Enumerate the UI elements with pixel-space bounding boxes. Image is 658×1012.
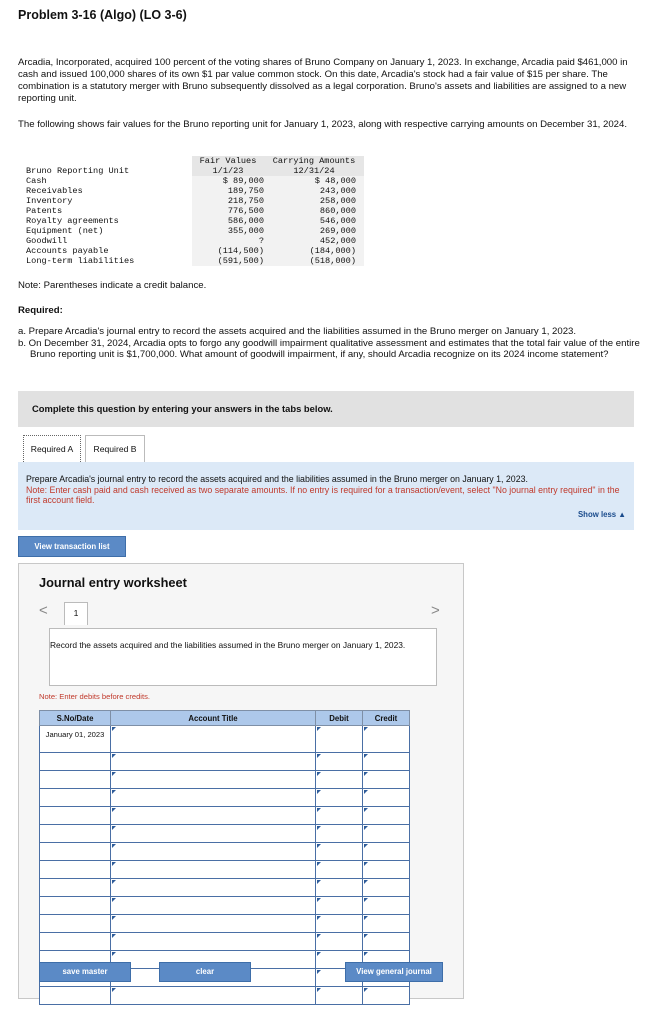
journal-row	[40, 843, 410, 861]
carrying-amount: 269,000	[272, 226, 364, 236]
instruction-panel	[18, 462, 634, 530]
date-cell	[40, 825, 111, 843]
instruction-text	[26, 474, 626, 506]
chevron-right-icon[interactable]: >	[431, 602, 440, 619]
account-title-input[interactable]	[111, 987, 316, 1005]
header-debit: Debit	[316, 711, 363, 726]
account-title-input[interactable]	[111, 879, 316, 897]
fv-item: Goodwill	[26, 236, 68, 246]
account-title-input[interactable]	[111, 726, 316, 753]
credit-input[interactable]	[363, 987, 410, 1005]
journal-row	[40, 861, 410, 879]
col-header-ca-date: 12/31/24	[272, 166, 364, 176]
debit-input[interactable]	[316, 789, 363, 807]
carrying-amount: 860,000	[272, 206, 364, 216]
fv-value: 355,000	[192, 226, 272, 236]
credit-input[interactable]	[363, 843, 410, 861]
fv-item: Long-term liabilities	[26, 256, 135, 266]
account-title-input[interactable]	[111, 933, 316, 951]
fv-row	[26, 176, 364, 186]
fv-item: Equipment (net)	[26, 226, 104, 236]
credit-input[interactable]	[363, 726, 410, 753]
account-title-input[interactable]	[111, 753, 316, 771]
debit-input[interactable]	[316, 861, 363, 879]
carrying-amount: (184,000)	[272, 246, 364, 256]
credit-input[interactable]	[363, 753, 410, 771]
requirement-b: b. On December 31, 2024, Arcadia opts to forgo any goodwill impairment qualitative assessment and estimates that the total fair value of the entire Bruno reporting unit is $1,700,000. What amount of goodwill impairment, if any, should Arcadia recognize on its 2024 income statement?	[18, 337, 640, 361]
requirements-list	[18, 326, 648, 361]
save-master-button[interactable]: save master	[39, 962, 131, 982]
col-header-fv-date: 1/1/23	[192, 166, 272, 176]
carrying-amount: $ 48,000	[272, 176, 364, 186]
clear-button[interactable]: clear	[159, 962, 251, 982]
credit-note: Note: Parentheses indicate a credit balance.	[18, 280, 207, 291]
fv-item: Cash	[26, 176, 47, 186]
journal-row	[40, 915, 410, 933]
fv-row	[26, 226, 364, 236]
header-account: Account Title	[111, 711, 316, 726]
fv-row	[26, 256, 364, 266]
date-cell	[40, 987, 111, 1005]
date-cell	[40, 861, 111, 879]
date-cell	[40, 771, 111, 789]
fv-row	[26, 196, 364, 206]
credit-input[interactable]	[363, 933, 410, 951]
journal-row	[40, 933, 410, 951]
date-cell	[40, 843, 111, 861]
fv-value: 218,750	[192, 196, 272, 206]
record-text	[50, 639, 420, 651]
account-title-input[interactable]	[111, 825, 316, 843]
account-title-input[interactable]	[111, 771, 316, 789]
fv-row	[26, 216, 364, 226]
debit-input[interactable]	[316, 825, 363, 843]
credit-input[interactable]	[363, 897, 410, 915]
credit-input[interactable]	[363, 771, 410, 789]
fair-value-table	[26, 156, 364, 266]
fv-item: Royalty agreements	[26, 216, 119, 226]
worksheet-page-tab[interactable]: 1	[64, 602, 88, 625]
debit-input[interactable]	[316, 726, 363, 753]
date-cell	[40, 897, 111, 915]
requirement-a: a. Prepare Arcadia's journal entry to record the assets acquired and the liabilities assumed in the Bruno merger on January 1, 2023.	[18, 326, 577, 337]
date-cell	[40, 753, 111, 771]
carrying-amount: 452,000	[272, 236, 364, 246]
worksheet-title: Journal entry worksheet	[39, 575, 187, 590]
account-title-input[interactable]	[111, 897, 316, 915]
journal-row	[40, 789, 410, 807]
fv-value: 776,500	[192, 206, 272, 216]
required-label: Required:	[18, 305, 63, 316]
journal-row	[40, 753, 410, 771]
fv-item: Patents	[26, 206, 63, 216]
debit-input[interactable]	[316, 933, 363, 951]
carrying-amount: 258,000	[272, 196, 364, 206]
date-cell	[40, 789, 111, 807]
debits-note: Note: Enter debits before credits.	[39, 692, 151, 701]
credit-input[interactable]	[363, 861, 410, 879]
date-cell	[40, 879, 111, 897]
record-box	[49, 628, 437, 686]
fv-value: (591,500)	[192, 256, 272, 266]
date-cell	[40, 915, 111, 933]
journal-row	[40, 987, 410, 1005]
tab-required-b[interactable]: Required B	[85, 435, 145, 462]
fv-value: 189,750	[192, 186, 272, 196]
chevron-left-icon[interactable]: <	[39, 602, 48, 619]
debit-input[interactable]	[316, 987, 363, 1005]
record-text-content: Record the assets acquired and the liabilities assumed in the Bruno merger on January 1, 2023.	[50, 640, 406, 650]
header-date: S.No/Date	[40, 711, 111, 726]
account-title-input[interactable]	[111, 915, 316, 933]
tab-required-a[interactable]: Required A	[23, 435, 81, 462]
debit-input[interactable]	[316, 753, 363, 771]
col-header-fv: Fair Values	[192, 156, 272, 166]
col-header-unit: Bruno Reporting Unit	[26, 166, 130, 176]
journal-table	[39, 710, 410, 1005]
account-title-input[interactable]	[111, 789, 316, 807]
fv-item: Receivables	[26, 186, 83, 196]
journal-row	[40, 879, 410, 897]
credit-input[interactable]	[363, 879, 410, 897]
date-cell	[40, 933, 111, 951]
intro-paragraph: Arcadia, Incorporated, acquired 100 percent of the voting shares of Bruno Company on January 1, 2023. In exchange, Arcadia paid $461,000 in cash and issued 100,000 shares of its own $1 par value common stock. On this date, Arcadia's stock had a fair value of $15 per share. The combination is a statutory merger with Bruno subsequently dissolved as a legal corporation. Bruno's assets and liabilities are assigned to a new reporting unit.	[18, 57, 628, 104]
fv-row	[26, 206, 364, 216]
journal-row	[40, 897, 410, 915]
page-title: Problem 3-16 (Algo) (LO 3-6)	[18, 8, 187, 22]
fv-value: 586,000	[192, 216, 272, 226]
fv-value: $ 89,000	[192, 176, 272, 186]
debit-input[interactable]	[316, 771, 363, 789]
header-credit: Credit	[363, 711, 410, 726]
fv-item: Inventory	[26, 196, 73, 206]
col-header-ca: Carrying Amounts	[272, 156, 364, 166]
fv-value: (114,500)	[192, 246, 272, 256]
fv-row	[26, 246, 364, 256]
account-title-input[interactable]	[111, 807, 316, 825]
debit-input[interactable]	[316, 807, 363, 825]
journal-row	[40, 726, 410, 753]
journal-row	[40, 807, 410, 825]
account-title-input[interactable]	[111, 861, 316, 879]
view-general-journal-button[interactable]: View general journal	[345, 962, 443, 982]
fv-row	[26, 186, 364, 196]
journal-row	[40, 825, 410, 843]
carrying-amount: 546,000	[272, 216, 364, 226]
view-transaction-list-button[interactable]: View transaction list	[18, 536, 126, 557]
journal-entry-worksheet	[18, 563, 464, 999]
show-less-link[interactable]: Show less ▲	[577, 510, 626, 519]
instructions-banner	[18, 391, 634, 427]
debit-input[interactable]	[316, 897, 363, 915]
carrying-amount: 243,000	[272, 186, 364, 196]
intro-paragraph-2: The following shows fair values for the Bruno reporting unit for January 1, 2023, along with respective carrying amounts on December 31, 2024.	[18, 119, 628, 130]
instruction-note: Note: Enter cash paid and cash received as two separate amounts. If no entry is required for a transaction/event, select "No journal entry required" in the first account field.	[26, 484, 620, 505]
carrying-amount: (518,000)	[272, 256, 364, 266]
debit-input[interactable]	[316, 843, 363, 861]
instruction-main: Prepare Arcadia's journal entry to record the assets acquired and the liabilities assumed in the Bruno merger on January 1, 2023.	[26, 474, 528, 484]
credit-input[interactable]	[363, 789, 410, 807]
credit-input[interactable]	[363, 825, 410, 843]
journal-row	[40, 771, 410, 789]
fv-row	[26, 236, 364, 246]
account-title-input[interactable]	[111, 843, 316, 861]
date-cell	[40, 807, 111, 825]
fv-item: Accounts payable	[26, 246, 109, 256]
debit-input[interactable]	[316, 879, 363, 897]
credit-input[interactable]	[363, 915, 410, 933]
date-cell: January 01, 2023	[40, 726, 111, 753]
banner-text: Complete this question by entering your answers in the tabs below.	[32, 403, 333, 414]
credit-input[interactable]	[363, 807, 410, 825]
fv-value: ?	[192, 236, 272, 246]
debit-input[interactable]	[316, 915, 363, 933]
